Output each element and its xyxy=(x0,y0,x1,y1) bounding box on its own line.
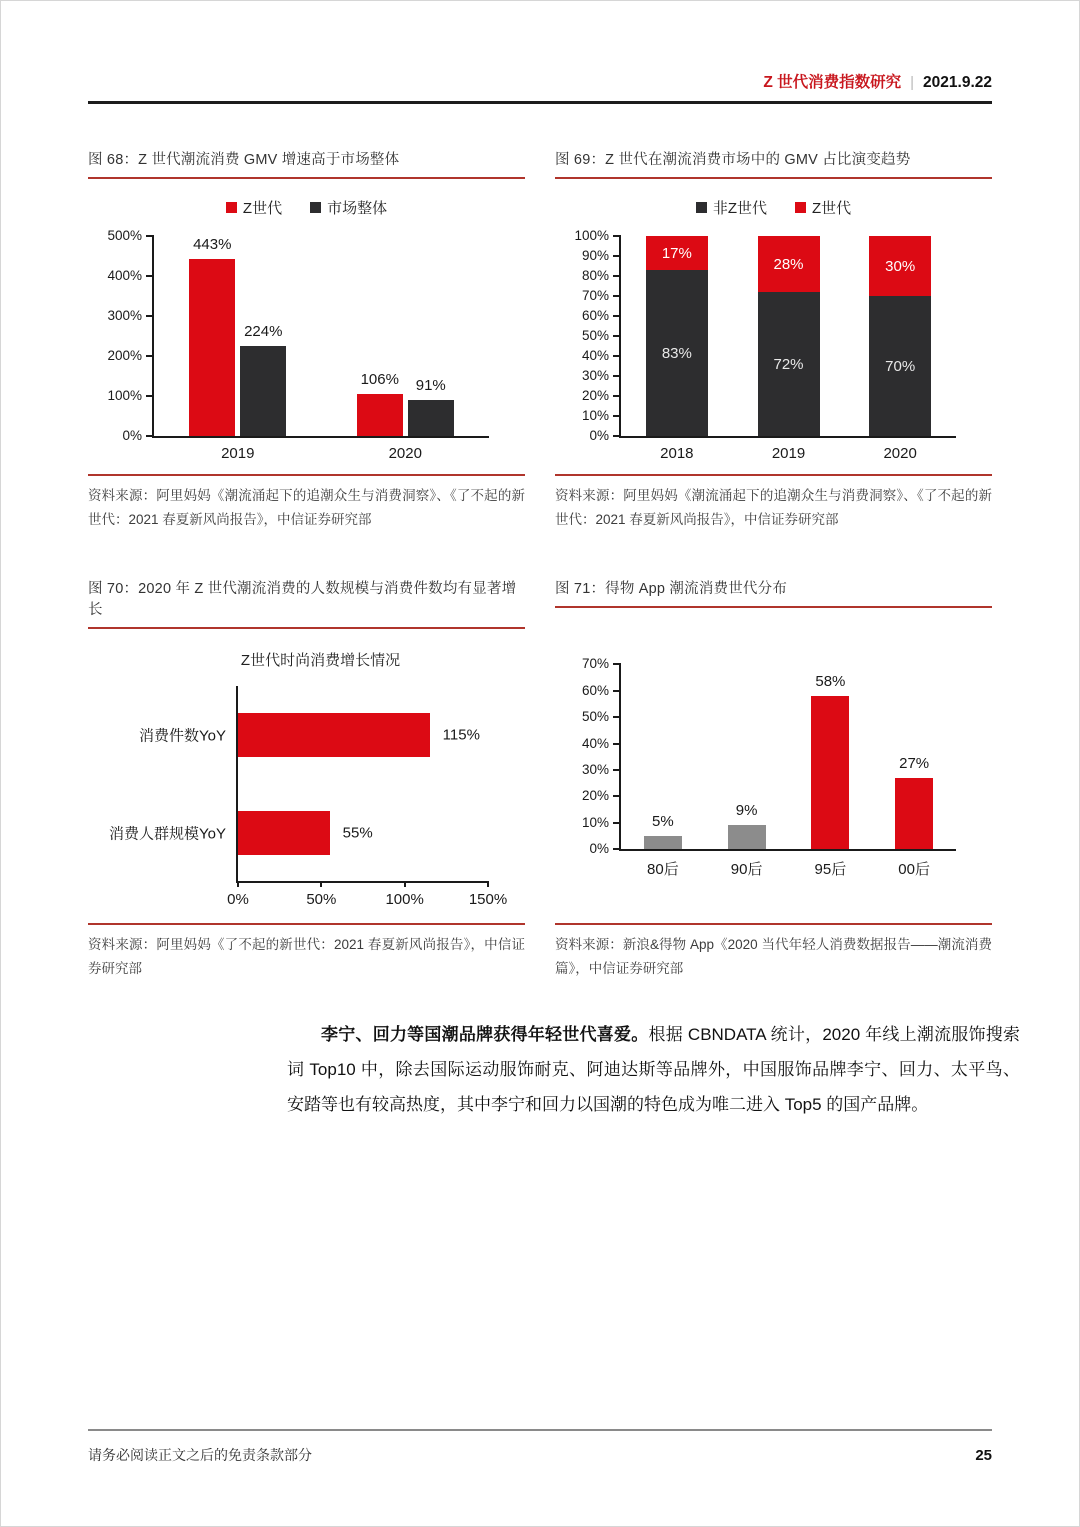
y-axis-tick xyxy=(613,335,621,337)
y-axis-tick-label: 20% xyxy=(581,388,609,403)
bar-segment xyxy=(869,236,931,296)
legend-swatch-dark-icon xyxy=(310,202,321,213)
y-axis-tick-label: 0% xyxy=(589,428,609,443)
bar xyxy=(895,778,933,849)
bar-value-label: 83% xyxy=(661,344,692,362)
legend-label: Z世代 xyxy=(242,200,283,217)
figure-68-bar-chart xyxy=(107,228,489,462)
x-axis-category-label: 80后 xyxy=(647,861,679,879)
legend-label: 非Z世代 xyxy=(712,200,767,217)
x-axis-tick xyxy=(320,881,322,887)
figure-71-title: 图 71：得物 App 潮流消费世代分布 xyxy=(555,577,992,608)
bar-value-label: 443% xyxy=(193,235,232,253)
y-axis-tick xyxy=(613,769,621,771)
y-axis-tick xyxy=(146,235,154,237)
y-axis-tick xyxy=(613,295,621,297)
figure-71 xyxy=(555,577,992,980)
page-header xyxy=(88,0,992,92)
legend-item-z-gen xyxy=(226,197,282,218)
bar-segment xyxy=(758,236,820,292)
figure-row-2 xyxy=(88,577,992,980)
y-axis-tick xyxy=(613,690,621,692)
x-axis-category-label: 00后 xyxy=(898,861,930,879)
footer-disclaimer: 请务必阅读正文之后的免责条款部分 xyxy=(88,1447,312,1463)
y-axis-tick-label: 10% xyxy=(581,408,609,423)
report-title: Z 世代消费指数研究 xyxy=(763,74,902,91)
y-axis-tick-label: 40% xyxy=(581,348,609,363)
bar-value-label: 27% xyxy=(899,754,930,772)
y-axis-tick-label: 300% xyxy=(107,308,142,323)
bar xyxy=(357,394,403,436)
figure-68-source: 资料来源：阿里妈妈《潮流涌起下的追潮众生与消费洞察》、《了不起的新世代：2021 春夏新风尚报告》，中信证券研究部 xyxy=(88,474,525,531)
y-axis-tick xyxy=(146,395,154,397)
x-axis-tick-label: 100% xyxy=(385,891,424,909)
bar-value-label: 58% xyxy=(815,672,846,690)
y-axis-tick-label: 20% xyxy=(581,788,609,804)
y-axis-tick-label: 200% xyxy=(107,348,142,363)
legend-item-z-gen xyxy=(795,197,851,218)
y-axis-tick xyxy=(613,415,621,417)
y-axis-tick xyxy=(613,822,621,824)
y-axis-tick-label: 100% xyxy=(574,228,609,243)
figure-71-bar-chart xyxy=(581,656,956,879)
bar xyxy=(240,346,286,436)
y-axis-tick xyxy=(613,255,621,257)
x-axis-category-label: 90后 xyxy=(730,861,763,879)
body-lead-sentence: 李宁、回力等国潮品牌获得年轻世代喜爱。 xyxy=(321,1024,649,1044)
x-axis-tick xyxy=(237,881,239,887)
figure-69-source: 资料来源：阿里妈妈《潮流涌起下的追潮众生与消费洞察》、《了不起的新世代：2021 春夏新风尚报告》，中信证券研究部 xyxy=(555,474,992,531)
bar-segment xyxy=(869,296,931,436)
y-axis-tick xyxy=(146,355,154,357)
body-rest-text: 根据 CBNDATA 统计，2020 年线上潮流服饰搜索词 Top10 中，除去国际运动服饰耐克、阿迪达斯等品牌外，中国服饰品牌李宁、回力、太平鸟、安踏等也有较高热度，其中李宁和回力以国潮的特色成为唯二进入 Top5 的国产品牌。 xyxy=(287,1024,1021,1114)
x-axis-category-label: 2020 xyxy=(883,445,917,462)
legend-item-non-z-gen xyxy=(696,197,767,218)
y-axis-tick-label: 70% xyxy=(581,288,609,303)
x-axis-category-label: 2020 xyxy=(388,445,422,462)
figure-70-title: 图 70：2020 年 Z 世代潮流消费的人数规模与消费件数均有显著增长 xyxy=(88,577,525,629)
bar-value-label: 224% xyxy=(244,323,283,341)
bar-value-label: 72% xyxy=(773,355,804,373)
y-axis-tick xyxy=(613,275,621,277)
y-axis-tick-label: 0% xyxy=(122,428,142,443)
y-axis-tick xyxy=(146,275,154,277)
bar-value-label: 106% xyxy=(360,370,399,388)
bar xyxy=(408,400,454,436)
page-number: 25 xyxy=(975,1447,992,1464)
figure-68-legend xyxy=(88,197,525,218)
y-axis-tick-label: 0% xyxy=(589,841,609,857)
figure-69-title: 图 69：Z 世代在潮流消费市场中的 GMV 占比演变趋势 xyxy=(555,148,992,179)
bar xyxy=(728,825,766,849)
x-axis-tick-label: 50% xyxy=(306,891,337,909)
y-axis-tick xyxy=(146,315,154,317)
y-axis-tick-label: 60% xyxy=(581,682,609,698)
y-axis-tick-label: 30% xyxy=(581,761,609,777)
body-paragraph xyxy=(287,1017,1020,1122)
figure-69 xyxy=(555,148,992,531)
bar-value-label: 30% xyxy=(885,257,916,275)
y-axis-tick-label: 50% xyxy=(581,328,609,343)
y-axis-tick-label: 10% xyxy=(581,814,609,830)
x-axis-category-label: 95后 xyxy=(814,861,847,879)
bar-segment xyxy=(758,292,820,436)
figure-row-1 xyxy=(88,148,992,531)
y-axis-tick xyxy=(613,743,621,745)
bar-value-label: 28% xyxy=(773,255,804,273)
x-axis-category-label: 2019 xyxy=(771,445,806,462)
page-footer xyxy=(88,1429,992,1465)
bar-value-label: 70% xyxy=(885,357,916,375)
legend-swatch-red-icon xyxy=(795,202,806,213)
y-axis-tick-label: 60% xyxy=(581,308,609,323)
figure-69-legend xyxy=(555,197,992,218)
figure-68-title: 图 68：Z 世代潮流消费 GMV 增速高于市场整体 xyxy=(88,148,525,179)
y-axis-tick-label: 50% xyxy=(581,709,609,725)
figure-71-source: 资料来源：新浪&得物 App《2020 当代年轻人消费数据报告——潮流消费篇》，中信证券研究部 xyxy=(555,923,992,980)
y-axis-tick-label: 30% xyxy=(581,368,609,383)
header-rule xyxy=(88,101,992,104)
x-axis-category-label: 2019 xyxy=(221,445,255,462)
bar xyxy=(811,696,849,849)
bar xyxy=(238,811,330,855)
y-axis-tick-label: 400% xyxy=(107,268,142,283)
y-axis-tick xyxy=(613,315,621,317)
y-axis-tick xyxy=(613,375,621,377)
bar-segment xyxy=(646,236,708,270)
y-axis-tick xyxy=(146,435,154,437)
y-axis-tick-label: 40% xyxy=(581,735,609,751)
y-axis-tick xyxy=(613,663,621,665)
figure-70-chart-title: Z世代时尚消费增长情况 xyxy=(240,652,401,670)
y-axis-tick-label: 70% xyxy=(581,656,609,672)
bar-value-label: 9% xyxy=(735,802,758,820)
y-axis-tick xyxy=(613,395,621,397)
legend-swatch-dark-icon xyxy=(696,202,707,213)
y-axis-tick-label: 90% xyxy=(581,248,609,263)
header-separator: | xyxy=(910,74,915,91)
y-axis-tick-label: 80% xyxy=(581,268,609,283)
bar-value-label: 5% xyxy=(652,813,674,831)
bar-value-label: 55% xyxy=(342,824,373,841)
bar-value-label: 91% xyxy=(415,376,446,394)
figure-70-source: 资料来源：阿里妈妈《了不起的新世代：2021 春夏新风尚报告》，中信证券研究部 xyxy=(88,923,525,980)
bar xyxy=(238,713,430,757)
figure-70 xyxy=(88,577,525,980)
y-axis-tick xyxy=(613,355,621,357)
y-axis-tick xyxy=(613,716,621,718)
y-axis-tick xyxy=(613,235,621,237)
x-axis-tick xyxy=(487,881,489,887)
report-date: 2021.9.22 xyxy=(923,74,992,91)
bar-segment xyxy=(646,270,708,436)
y-axis-tick xyxy=(613,435,621,437)
legend-label: 市场整体 xyxy=(327,200,388,217)
bar-value-label: 17% xyxy=(661,244,692,262)
x-axis-tick-label: 0% xyxy=(227,891,249,909)
y-axis-tick xyxy=(613,795,621,797)
y-axis-category-label: 消费人群规模YoY xyxy=(109,825,226,842)
x-axis-tick-label: 150% xyxy=(468,891,508,909)
y-axis-tick-label: 500% xyxy=(107,228,142,243)
bar-value-label: 115% xyxy=(442,726,480,744)
y-axis-tick xyxy=(613,848,621,850)
legend-item-market xyxy=(310,197,387,218)
bar xyxy=(644,836,682,849)
y-axis-tick-label: 100% xyxy=(107,388,142,403)
y-axis-category-label: 消费件数YoY xyxy=(139,727,226,745)
figure-68 xyxy=(88,148,525,531)
bar xyxy=(189,259,235,436)
legend-swatch-red-icon xyxy=(226,202,237,213)
legend-label: Z世代 xyxy=(812,200,852,217)
figure-70-hbar-chart xyxy=(109,686,508,909)
x-axis-category-label: 2018 xyxy=(660,445,694,462)
figure-69-stacked-bar-chart xyxy=(574,228,956,462)
x-axis-tick xyxy=(404,881,406,887)
